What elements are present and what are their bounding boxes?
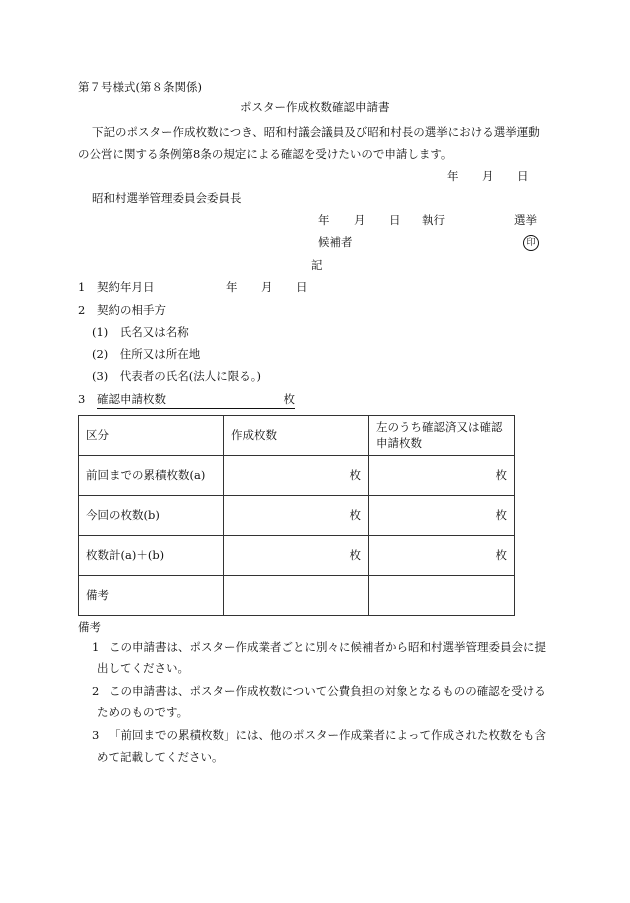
note1-line2: 出してください。 — [97, 661, 189, 675]
cell-made: 枚 — [224, 536, 369, 576]
table-row — [79, 496, 515, 536]
election-month: 月 — [354, 213, 366, 227]
count-table — [78, 415, 515, 616]
item3-unit: 枚 — [283, 392, 295, 406]
election-label: 選挙 — [514, 213, 537, 227]
item3-number: 3 — [78, 392, 86, 406]
row-label: 備考 — [79, 576, 224, 616]
note3-line1: 「前回までの累積枚数」には、他のポスター作成業者によって作成された枚数をも含 — [109, 728, 546, 742]
intro-line-1: 下記のポスター作成枚数につき、昭和村議会議員及び昭和村長の選挙における選挙運動 — [92, 125, 540, 139]
table-header-confirmed: 左のうち確認済又は確認申請枚数 — [369, 416, 515, 456]
cell-confirmed — [369, 576, 515, 616]
application-date-year: 年 — [447, 169, 459, 183]
note1-number: 1 — [92, 640, 100, 654]
item2-sub1: (1) 氏名又は名称 — [92, 325, 189, 339]
table-row — [79, 576, 515, 616]
item2-sub2: (2) 住所又は所在地 — [92, 347, 201, 361]
table-row — [79, 536, 515, 576]
application-date-day: 日 — [517, 169, 529, 183]
addressee: 昭和村選挙管理委員会委員長 — [92, 191, 242, 205]
cell-made: 枚 — [224, 456, 369, 496]
candidate-label: 候補者 — [318, 235, 353, 249]
item2-sub3: (3) 代表者の氏名(法人に限る。) — [92, 369, 262, 383]
note3-line2: めて記載してください。 — [97, 750, 224, 764]
item1-number: 1 — [78, 280, 86, 294]
item3-line — [97, 393, 295, 409]
cell-made — [224, 576, 369, 616]
table-header-row — [79, 416, 515, 456]
note2-line1: この申請書は、ポスター作成枚数について公費負担の対象となるものの確認を受ける — [109, 684, 546, 698]
item2-number: 2 — [78, 303, 86, 317]
item1-month: 月 — [261, 280, 273, 294]
table-header-category: 区分 — [79, 416, 224, 456]
row-label: 今回の枚数(b) — [79, 496, 224, 536]
election-year: 年 — [318, 213, 330, 227]
seal-icon: 印 — [523, 235, 539, 251]
item2-label: 契約の相手方 — [97, 303, 166, 317]
election-day: 日 — [389, 213, 401, 227]
item1-year: 年 — [226, 280, 238, 294]
note2-line2: ためのものです。 — [97, 705, 189, 719]
notes-heading: 備考 — [78, 620, 101, 634]
note1-line1: この申請書は、ポスター作成業者ごとに別々に候補者から昭和村選挙管理委員会に提 — [109, 640, 546, 654]
seal-mark — [523, 235, 539, 251]
form-id: 第７号様式(第８条関係) — [78, 80, 202, 94]
cell-confirmed: 枚 — [369, 536, 515, 576]
intro-line-2: の公営に関する条例第8条の規定による確認を受けたいので申請します。 — [78, 147, 453, 161]
cell-made: 枚 — [224, 496, 369, 536]
cell-confirmed: 枚 — [369, 496, 515, 536]
note3-number: 3 — [92, 728, 100, 742]
document-title: ポスター作成枚数確認申請書 — [240, 100, 390, 114]
item1-day: 日 — [296, 280, 308, 294]
ki-heading: 記 — [311, 258, 323, 272]
item3-label: 確認申請枚数 — [97, 392, 166, 406]
table-row — [79, 456, 515, 496]
cell-confirmed: 枚 — [369, 456, 515, 496]
note2-number: 2 — [92, 684, 100, 698]
application-date-month: 月 — [482, 169, 494, 183]
row-label: 枚数計(a)＋(b) — [79, 536, 224, 576]
table-header-made: 作成枚数 — [224, 416, 369, 456]
election-held: 執行 — [422, 213, 445, 227]
row-label: 前回までの累積枚数(a) — [79, 456, 224, 496]
item1-label: 契約年月日 — [97, 280, 155, 294]
